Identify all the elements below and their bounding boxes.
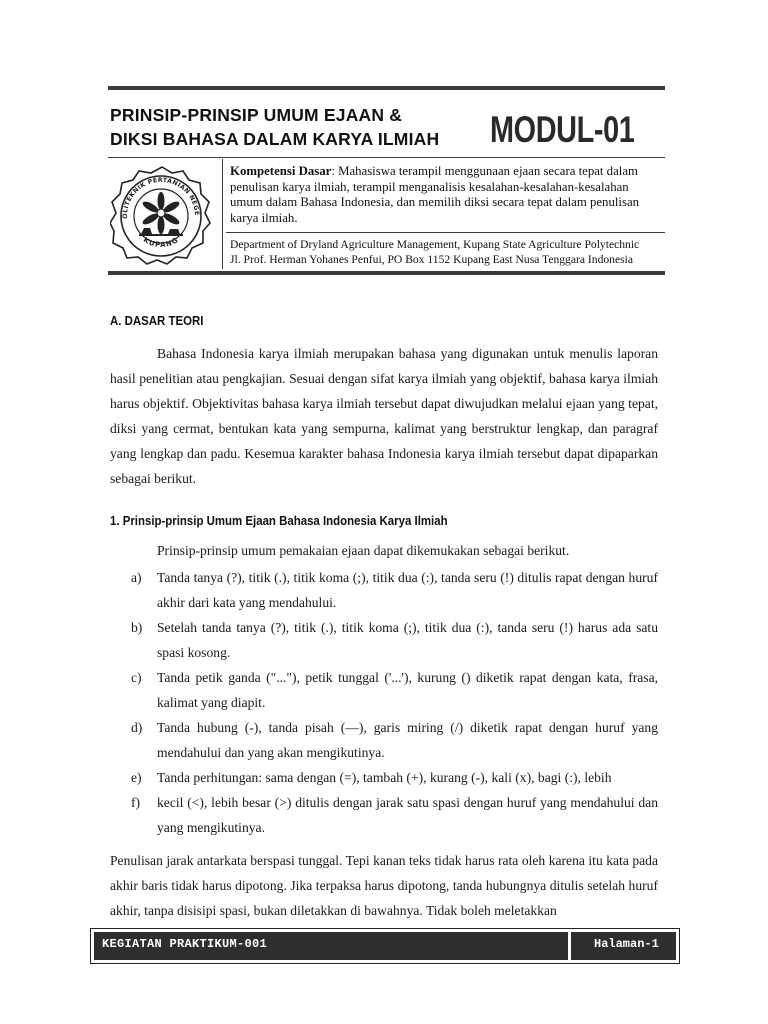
institution-logo <box>110 164 212 268</box>
list-item-text: Tanda perhitungan: sama dengan (=), tambah (+), kurang (-), kali (x), bagi (:), lebih <box>157 770 612 785</box>
list-item-label: a) <box>131 570 142 585</box>
footer-divider <box>568 932 571 960</box>
module-title <box>110 103 470 151</box>
list-item-label: d) <box>131 720 143 735</box>
header-vertical-divider <box>222 159 223 269</box>
department-street: Jl. Prof. Herman Yohanes Penfui, PO Box 1152 Kupang East Nusa Tenggara Indonesia <box>230 253 633 266</box>
list-item-label: c) <box>131 670 142 685</box>
list-item <box>131 715 658 765</box>
section-1-intro: Prinsip-prinsip umum pemakaian ejaan dapat dikemukakan sebagai berikut. <box>157 543 570 558</box>
header-top-rule <box>108 86 665 90</box>
section-a-paragraph: Bahasa Indonesia karya ilmiah merupakan bahasa yang digunakan untuk menulis laporan hasil penelitian atau pengkajian. Sesuai dengan sifat karya ilmiah yang objektif, bahasa karya ilmiah harus objektif. Objektivitas bahasa karya ilmiah tersebut dapat diwujudkan melalui ejaan yang tepat, diksi yang cermat, bentukan kata yang sempurna, kalimat yang berstruktur lengkap, dan paragraf yang lengkap dan padu. Kesemua karakter bahasa Indonesia karya ilmiah tersebut dapat dipaparkan sebagai berikut. <box>110 346 658 486</box>
section-1-closing-paragraph: Penulisan jarak antarkata berspasi tunggal. Tepi kanan teks tidak harus rata oleh karena itu kata pada akhir baris tidak harus dipotong. Jika terpaksa harus dipotong, tanda hubungnya ditulis setelah huruf akhir, tanpa disisipi spasi, bukan diletakkan di bawahnya. Tidak boleh meletakkan <box>110 853 658 918</box>
department-name: Department of Dryland Agriculture Management, Kupang State Agriculture Polytechnic <box>230 238 640 251</box>
list-item <box>131 765 658 790</box>
page-footer <box>90 928 680 964</box>
svg-text:KUPANG: KUPANG <box>141 235 181 250</box>
section-1-heading: 1. Prinsip-prinsip Umum Ejaan Bahasa Indonesia Karya Ilmiah <box>110 513 448 528</box>
svg-text:POLITEKNIK PERTANIAN NEGERI: OLITEKNIK PERTANIAN NEGE <box>121 176 201 219</box>
header-bottom-rule <box>108 271 665 275</box>
list-item-label: b) <box>131 620 143 635</box>
list-item <box>131 665 658 715</box>
competency-divider-rule <box>226 232 665 233</box>
polytechnic-seal-icon <box>110 164 212 268</box>
footer-page-number: Halaman-1 <box>594 937 659 951</box>
competency-statement <box>230 164 660 226</box>
list-item-label: f) <box>131 795 141 810</box>
competency-label: Kompetensi Dasar <box>230 164 332 178</box>
module-title-line1: PRINSIP-PRINSIP UMUM EJAAN & <box>110 105 403 125</box>
module-title-line2: DIKSI BAHASA DALAM KARYA ILMIAH <box>110 129 440 149</box>
list-item-label: e) <box>131 770 142 785</box>
footer-activity-label: KEGIATAN PRAKTIKUM-001 <box>102 937 268 951</box>
footer-bar <box>94 932 676 960</box>
module-number: MODUL-01 <box>490 109 635 150</box>
list-item <box>131 615 658 665</box>
list-item-text: Tanda hubung (-), tanda pisah (—), garis miring (/) diketik rapat dengan huruf yang mendahului dan yang akan mengikutinya. <box>157 720 658 760</box>
section-a-heading: A. DASAR TEORI <box>110 313 204 328</box>
list-item-text: Tanda tanya (?), titik (.), titik koma (;), titik dua (:), tanda seru (!) ditulis rapat dengan huruf akhir dari kata yang mendahului. <box>157 570 658 610</box>
header-divider-rule <box>108 157 665 158</box>
list-item <box>131 790 658 840</box>
list-item-text: Tanda petik ganda ("..."), petik tunggal ('...'), kurung () diketik rapat dengan kata, frasa, kalimat yang diapit. <box>157 670 658 710</box>
competency-text: : Mahasiswa terampil menggunaan ejaan secara tepat dalam penulisan karya ilmiah, terampil menganalisis kesalahan-kesalahan-kesalahan umum dalam Bahasa Indonesia, dan memilih diksi secara tepat dalam penulisan karya ilmiah. <box>230 164 640 225</box>
list-item-text: kecil (<), lebih besar (>) ditulis dengan jarak satu spasi dengan huruf yang mendahului dan yang mengikutinya. <box>157 795 658 835</box>
department-address <box>230 237 664 267</box>
list-item <box>131 565 658 615</box>
list-item-text: Setelah tanda tanya (?), titik (.), titik koma (;), titik dua (:), tanda seru (!) harus ada satu spasi kosong. <box>157 620 658 660</box>
